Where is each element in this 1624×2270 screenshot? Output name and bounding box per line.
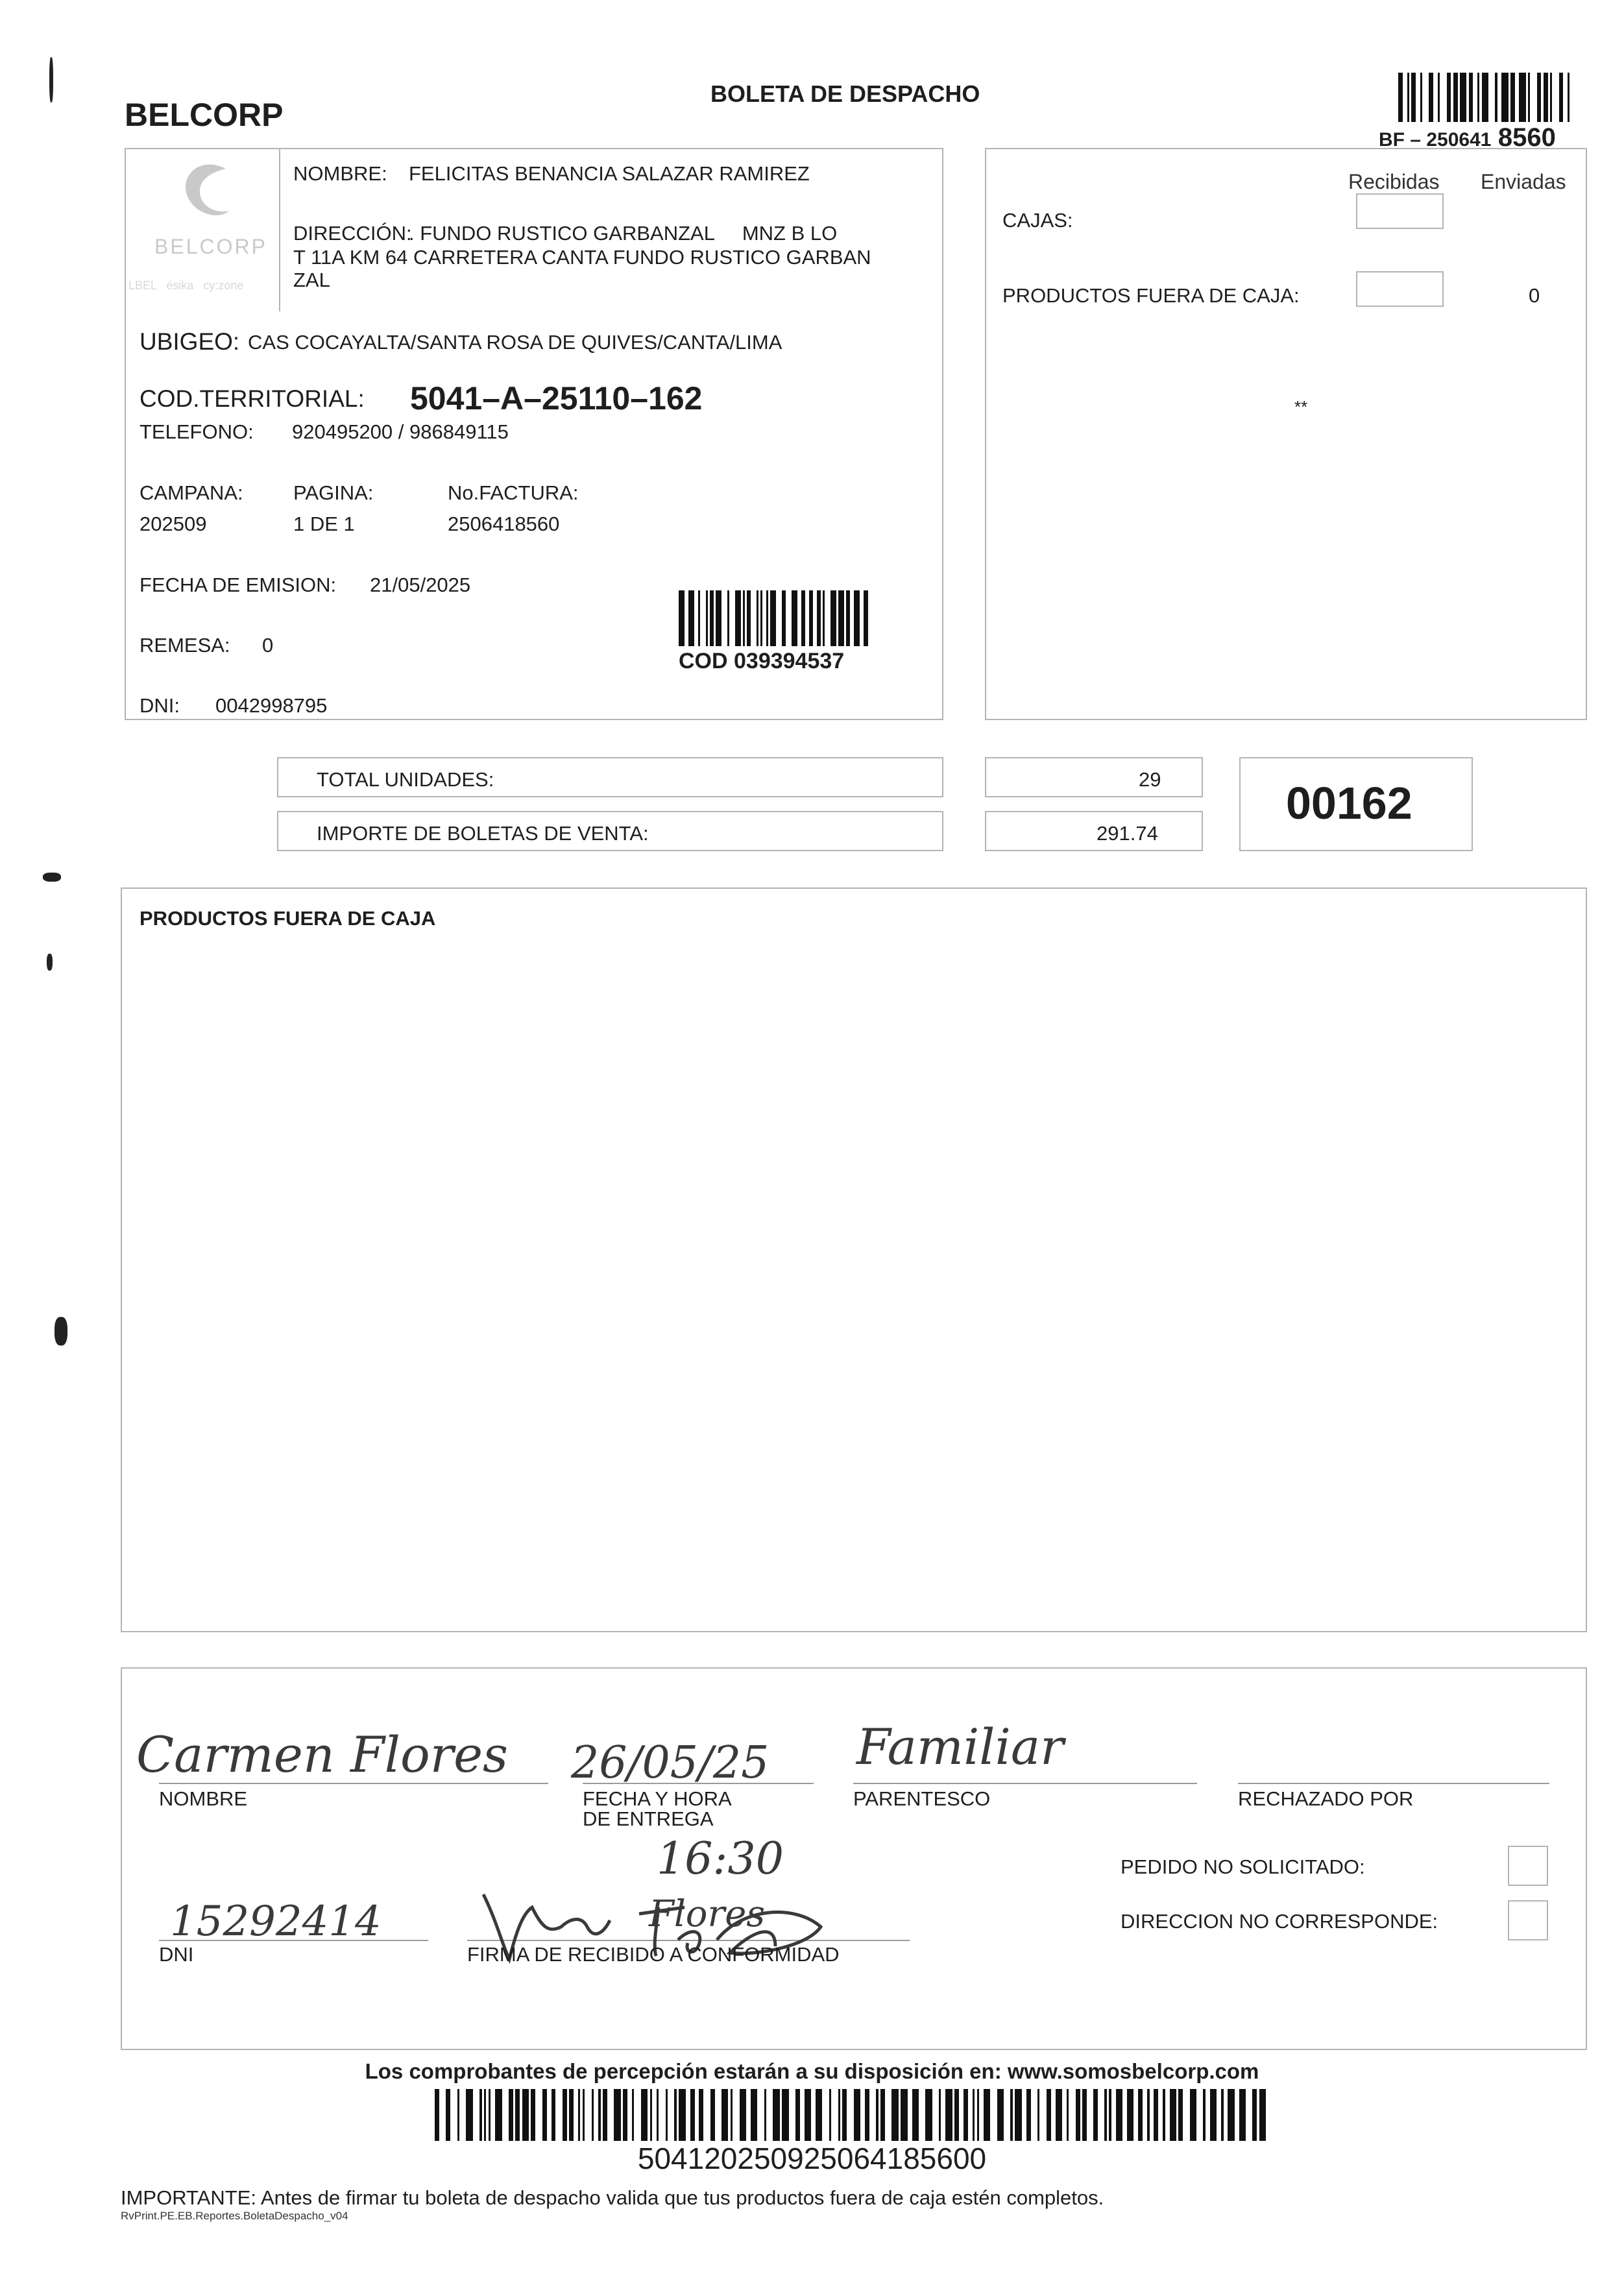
direccion-line-1: . FUNDO RUSTICO GARBANZAL MNZ B LO	[409, 222, 838, 245]
barcode-bar	[1519, 73, 1525, 122]
direccion-no-corresponde-label: DIRECCION NO CORRESPONDE:	[1121, 1910, 1438, 1933]
rechazado-line	[1238, 1783, 1549, 1784]
parentesco-handwritten: Familiar	[856, 1718, 1064, 1776]
dni-handwritten: 15292414	[170, 1898, 382, 1946]
importe-value: 291.74	[1097, 822, 1158, 845]
barcode-bar	[509, 2089, 513, 2141]
barcode-bar	[1098, 2089, 1104, 2141]
barcode-bar	[954, 2089, 959, 2141]
barcode-bar	[1224, 2089, 1228, 2141]
total-unidades-label: TOTAL UNIDADES:	[317, 768, 494, 791]
barcode-bar	[623, 2089, 627, 2141]
barcode-bar	[1047, 2089, 1051, 2141]
enviadas-header: Enviadas	[1481, 170, 1566, 193]
barcode-bar	[1447, 73, 1451, 122]
barcode-bar	[1116, 2089, 1122, 2141]
barcode-bar	[990, 2089, 997, 2141]
barcode-bar	[551, 2089, 556, 2141]
barcode-bar	[740, 2089, 746, 2141]
barcode-bar	[1158, 2089, 1163, 2141]
bf-prefix: BF – 250641	[1379, 129, 1492, 151]
nombre-value: FELICITAS BENANCIA SALAZAR RAMIREZ	[409, 162, 810, 185]
barcode-bar	[563, 2089, 567, 2141]
barcode-bar	[997, 2089, 1004, 2141]
brand-title: BELCORP	[125, 97, 284, 133]
barcode-bar	[1111, 2089, 1116, 2141]
de-entrega-label: DE ENTREGA	[583, 1807, 714, 1830]
barcode-bar	[830, 590, 836, 646]
barcode-bar	[1004, 2089, 1010, 2141]
barcode-bar	[450, 2089, 457, 2141]
barcode-bar	[1469, 73, 1473, 122]
barcode-bar	[869, 2089, 876, 2141]
route-number: 00162	[1286, 778, 1412, 828]
barcode-bar	[585, 2089, 591, 2141]
firma-label: FIRMA DE RECIBIDO A CONFORMIDAD	[467, 1943, 840, 1966]
barcode-bar	[634, 2089, 640, 2141]
barcode-bar	[555, 2089, 562, 2141]
total-unidades-value-box	[985, 757, 1203, 797]
barcode-bar	[542, 2089, 547, 2141]
barcode-bar	[721, 590, 727, 646]
barcode-bar	[854, 2089, 860, 2141]
remesa-value: 0	[262, 634, 274, 657]
boxes-panel	[985, 148, 1587, 720]
hora-handwritten: 16:30	[657, 1833, 784, 1885]
cajas-recibidas-field[interactable]	[1356, 193, 1444, 229]
importante-text: Antes de firmar tu boleta de despacho valida que tus productos fuera de caja estén completos.	[256, 2186, 1104, 2209]
barcode-bar	[1217, 2089, 1221, 2141]
barcode-bar	[1569, 73, 1576, 122]
barcode-bar	[822, 2089, 829, 2141]
barcode-bar	[1133, 2089, 1138, 2141]
barcode-bar	[1031, 2089, 1037, 2141]
barcode-bar	[688, 590, 694, 646]
barcode-bar	[766, 2089, 773, 2141]
barcode-bar	[733, 2089, 739, 2141]
factura-value: 2506418560	[448, 513, 560, 535]
direccion-no-corresponde-checkbox[interactable]	[1508, 1900, 1548, 1940]
barcode-bar	[751, 590, 757, 646]
barcode-bar	[891, 2089, 898, 2141]
barcode-bar	[1403, 73, 1407, 122]
barcode-bar	[735, 590, 741, 646]
barcode-bar	[1501, 73, 1508, 122]
barcode-bar	[782, 2089, 788, 2141]
bf-suffix: 8560	[1497, 123, 1556, 152]
delivery-section	[121, 1667, 1587, 2050]
barcode-bar	[627, 2089, 632, 2141]
barcode-bar	[776, 590, 782, 646]
cod-territorial-value: 5041–A–25110–162	[410, 380, 703, 417]
barcode-bar	[690, 2089, 695, 2141]
barcode-bar	[825, 590, 830, 646]
barcode-bar	[805, 2089, 811, 2141]
scan-speck	[47, 954, 53, 971]
campana-value: 202509	[139, 513, 207, 535]
barcode-bar	[1069, 2089, 1075, 2141]
firma-handwritten: Flores	[649, 1893, 766, 1935]
barcode-bar	[792, 590, 797, 646]
barcode-bar	[716, 590, 721, 646]
recibidas-header: Recibidas	[1348, 170, 1440, 193]
barcode-bar	[522, 2089, 529, 2141]
barcode-bar	[1497, 73, 1502, 122]
barcode-bar	[1453, 73, 1458, 122]
barcode-bar	[789, 2089, 795, 2141]
barcode-bar	[603, 2089, 607, 2141]
campana-label: CAMPANA:	[139, 481, 243, 504]
barcode-bar	[1510, 73, 1515, 122]
barcode-bar	[868, 590, 870, 646]
importante-label: IMPORTANTE:	[121, 2186, 256, 2209]
barcode-bar	[715, 2089, 721, 2141]
barcode-bar	[1252, 2089, 1257, 2141]
barcode-bar	[831, 2089, 838, 2141]
productos-fuera-label: PRODUCTOS FUERA DE CAJA:	[1002, 284, 1300, 307]
nombre-handwritten: Carmen Flores	[136, 1726, 509, 1783]
barcode-bar	[860, 2089, 865, 2141]
barcode-bar	[574, 2089, 578, 2141]
barcode-bar	[535, 2089, 542, 2141]
barcode-bar	[668, 2089, 674, 2141]
barcode-bar	[816, 2089, 822, 2141]
barcode-bar	[547, 2089, 551, 2141]
barcode-bar	[1544, 73, 1548, 122]
barcode-bar	[1537, 73, 1542, 122]
barcode-bar	[979, 2089, 984, 2141]
barcode-bar	[1051, 2089, 1056, 2141]
productos-fuera-title: PRODUCTOS FUERA DE CAJA	[139, 907, 436, 930]
pagina-label: PAGINA:	[293, 481, 374, 504]
barcode-bar	[1530, 73, 1536, 122]
barcode-bar	[1039, 2089, 1046, 2141]
barcode-bar	[847, 2089, 853, 2141]
barcode-bar	[1154, 2089, 1158, 2141]
barcode-bar	[491, 2089, 495, 2141]
barcode-bar	[515, 2089, 520, 2141]
barcode-bar	[1433, 73, 1438, 122]
fecha-emision-label: FECHA DE EMISION:	[139, 574, 337, 596]
barcode-bar	[1473, 73, 1477, 122]
barcode-bar	[703, 2089, 710, 2141]
barcode-bar	[1228, 2089, 1234, 2141]
scan-speck	[43, 873, 61, 882]
fecha-handwritten: 26/05/25	[571, 1737, 770, 1789]
barcode-bar	[751, 2089, 757, 2141]
barcode-bar	[1122, 2089, 1127, 2141]
footer-barcode-number: 504120250925064185600	[637, 2142, 987, 2175]
pagina-value: 1 DE 1	[293, 513, 355, 535]
fecha-emision-value: 21/05/2025	[370, 574, 471, 596]
scan-speck	[49, 57, 53, 103]
logo-text: BELCORP	[154, 235, 267, 258]
barcode-bar	[919, 2089, 925, 2141]
barcode-bar	[1422, 73, 1429, 122]
dni-label: DNI:	[139, 694, 180, 717]
barcode-bar	[963, 2089, 968, 2141]
barcode-bar	[838, 590, 844, 646]
barcode-bar	[594, 2089, 598, 2141]
barcode-bar	[1416, 73, 1420, 122]
report-id: RvPrint.PE.EB.Reportes.BoletaDespacho_v04	[121, 2210, 348, 2222]
telefono-label: TELEFONO:	[139, 420, 254, 443]
factura-label: No.FACTURA:	[448, 481, 579, 504]
barcode-bar	[932, 2089, 939, 2141]
barcode-bar	[459, 2089, 466, 2141]
remesa-label: REMESA:	[139, 634, 230, 657]
direccion-label: DIRECCIÓN:	[293, 222, 412, 245]
barcode-bar	[984, 2089, 990, 2141]
barcode-bar	[1259, 2089, 1266, 2141]
barcode-bar	[968, 2089, 973, 2141]
importe-value-box	[985, 811, 1203, 851]
barcode-bar	[1022, 2089, 1026, 2141]
barcode-bar	[1138, 2089, 1143, 2141]
barcode-bar	[466, 2089, 472, 2141]
barcode-bar	[1239, 2089, 1246, 2141]
barcode-bar	[1150, 2089, 1154, 2141]
barcode-bar	[1026, 2089, 1031, 2141]
parentesco-label: PARENTESCO	[853, 1787, 991, 1810]
cod-barcode	[679, 590, 870, 646]
barcode-bar	[1515, 73, 1520, 122]
barcode-bar	[699, 2089, 703, 2141]
barcode-bar	[770, 590, 776, 646]
barcode-bar	[1087, 2089, 1093, 2141]
barcode-bar	[1398, 73, 1403, 122]
cajas-label: CAJAS:	[1002, 209, 1073, 232]
footer-barcode	[435, 2089, 1269, 2141]
scan-speck	[55, 1317, 67, 1346]
barcode-bar	[700, 590, 706, 646]
barcode-bar	[652, 2089, 657, 2141]
barcode-bar	[1076, 2089, 1080, 2141]
barcode-bar	[721, 2089, 728, 2141]
stars-mark: **	[1294, 397, 1308, 417]
ubigeo-label: UBIGEO:	[139, 328, 240, 355]
rechazado-label: RECHAZADO POR	[1238, 1787, 1414, 1810]
barcode-bar	[1056, 2089, 1062, 2141]
nombre-sign-label: NOMBRE	[159, 1787, 248, 1810]
barcode-bar	[885, 2089, 891, 2141]
productos-fuera-section	[121, 887, 1587, 1632]
barcode-bar	[795, 2089, 800, 2141]
pedido-no-solicitado-label: PEDIDO NO SOLICITADO:	[1121, 1855, 1365, 1878]
barcode-bar	[659, 2089, 665, 2141]
telefono-value: 920495200 / 986849115	[292, 420, 509, 443]
barcode-bar	[1190, 2089, 1196, 2141]
barcode-bar	[439, 2089, 446, 2141]
barcode-bar	[1440, 73, 1446, 122]
barcode-bar	[1552, 73, 1558, 122]
barcode-bar	[473, 2089, 479, 2141]
barcode-bar	[435, 2089, 439, 2141]
barcode-bar	[1143, 2089, 1147, 2141]
ubigeo-value: CAS COCAYALTA/SANTA ROSA DE QUIVES/CANTA/LIMA	[248, 331, 782, 354]
pedido-no-solicitado-checkbox[interactable]	[1508, 1846, 1548, 1886]
barcode-bar	[959, 2089, 963, 2141]
barcode-bar	[1411, 73, 1416, 122]
barcode-bar	[941, 2089, 945, 2141]
cod-barcode-label: COD 039394537	[679, 649, 845, 673]
barcode-bar	[1429, 73, 1433, 122]
barcode-bar	[495, 2089, 502, 2141]
barcode-bar	[1196, 2089, 1203, 2141]
barcode-bar	[1460, 73, 1466, 122]
barcode-bar	[1246, 2089, 1252, 2141]
barcode-bar	[641, 2089, 648, 2141]
direccion-line-3: ZAL	[293, 269, 330, 291]
barcode-bar	[800, 2089, 805, 2141]
barcode-bar	[945, 2089, 952, 2141]
barcode-bar	[1482, 73, 1488, 122]
barcode-bar	[842, 2089, 847, 2141]
barcode-bar	[811, 2089, 816, 2141]
barcode-bar	[746, 2089, 751, 2141]
nombre-label: NOMBRE:	[293, 162, 387, 185]
barcode-bar	[1183, 2089, 1189, 2141]
barcode-bar	[854, 590, 860, 646]
barcode-bar	[1559, 73, 1564, 122]
dni-value: 0042998795	[215, 694, 328, 717]
barcode-bar	[1082, 2089, 1087, 2141]
header-barcode	[1398, 73, 1577, 122]
fecha-hora-label: FECHA Y HORA	[583, 1787, 732, 1810]
barcode-bar	[786, 590, 792, 646]
barcode-bar	[1015, 2089, 1021, 2141]
barcode-bar	[531, 2089, 535, 2141]
barcode-bar	[1093, 2089, 1098, 2141]
barcode-bar	[710, 2089, 715, 2141]
percepcion-notice: Los comprobantes de percepción estarán a su disposición en: www.somosbelcorp.com	[365, 2059, 1259, 2083]
barcode-bar	[607, 2089, 614, 2141]
barcode-bar	[679, 2089, 685, 2141]
productos-recibidas-field[interactable]	[1356, 271, 1444, 307]
dni-sign-label: DNI	[159, 1943, 194, 1966]
barcode-bar	[1563, 73, 1568, 122]
barcode-bar	[865, 2089, 869, 2141]
barcode-bar	[1165, 2089, 1170, 2141]
barcode-bar	[773, 2089, 779, 2141]
barcode-bar	[1210, 2089, 1217, 2141]
barcode-bar	[1235, 2089, 1239, 2141]
barcode-bar	[925, 2089, 932, 2141]
barcode-bar	[695, 2089, 699, 2141]
barcode-bar	[1206, 2089, 1210, 2141]
barcode-bar	[901, 2089, 907, 2141]
importe-label: IMPORTE DE BOLETAS DE VENTA:	[317, 822, 649, 845]
direccion-line-2: T 11A KM 64 CARRETERA CANTA FUNDO RUSTICO GARBAN	[293, 246, 871, 269]
barcode-bar	[1170, 2089, 1176, 2141]
barcode-bar	[912, 2089, 919, 2141]
barcode-bar	[1127, 2089, 1133, 2141]
parentesco-line	[853, 1783, 1197, 1784]
document-title: BOLETA DE DESPACHO	[710, 80, 980, 107]
cod-territorial-label: COD.TERRITORIAL:	[139, 385, 365, 412]
barcode-bar	[880, 2089, 885, 2141]
importante-notice	[121, 2186, 1104, 2210]
total-unidades-value: 29	[1139, 768, 1161, 791]
barcode-bar	[569, 2089, 574, 2141]
logo-subtext: LBEL ésika cy:zone	[128, 279, 244, 292]
barcode-bar	[502, 2089, 509, 2141]
barcode-bar	[757, 2089, 764, 2141]
barcode-bar	[679, 590, 685, 646]
barcode-bar	[446, 2089, 450, 2141]
barcode-bar	[1178, 2089, 1183, 2141]
barcode-bar	[614, 2089, 620, 2141]
barcode-bar	[908, 2089, 912, 2141]
barcode-bar	[729, 590, 735, 646]
barcode-bar	[1488, 73, 1495, 122]
productos-enviadas-value: 0	[1529, 284, 1540, 307]
barcode-bar	[1266, 2089, 1268, 2141]
barcode-bar	[1062, 2089, 1067, 2141]
barcode-bar	[686, 2089, 690, 2141]
